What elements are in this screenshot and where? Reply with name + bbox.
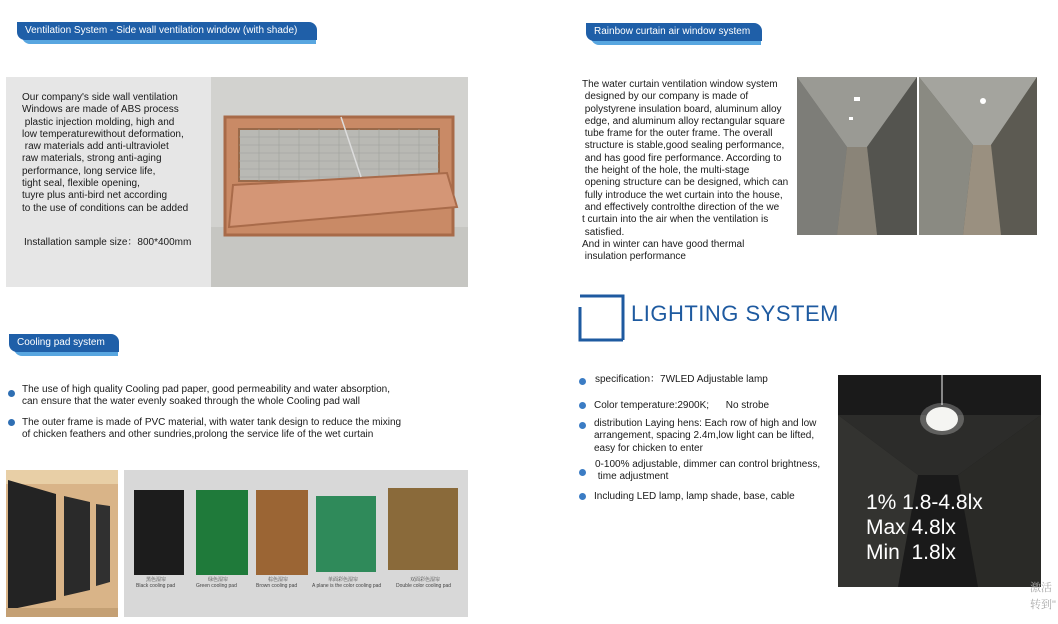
cooling-item: The use of high quality Cooling pad paper, good permeability and water absorption, can ensure that the water evenly soaked through the whole Cooling pad wall xyxy=(22,384,391,408)
bullet-icon xyxy=(579,378,586,385)
cooling-item: The outer frame is made of PVC material, with water tank design to reduce the mixing of chicken feathers and other sundries,prolong the service life of the wet curtain xyxy=(22,417,402,441)
cooling-title: Cooling pad system xyxy=(9,334,119,352)
led-lamp-photo xyxy=(838,375,1041,587)
lux-line: 1% 1.8-4.8lx xyxy=(866,491,983,514)
pad-label-en: A plane is the color cooling pad xyxy=(312,583,382,589)
pad-label-cn: 黑色湿帘 xyxy=(146,577,167,583)
pad-label-cn: 绿色湿帘 xyxy=(208,577,229,583)
cooling-pad-installation-photo xyxy=(6,470,118,617)
ventilation-window-photo xyxy=(211,77,468,287)
window-frame xyxy=(225,117,457,235)
pad-label-cn: 棕色湿帘 xyxy=(268,577,289,583)
pad-label-en: Black cooling pad xyxy=(136,583,176,589)
bullet-icon xyxy=(8,419,15,426)
pad-label-en: Green cooling pad xyxy=(196,583,237,589)
rainbow-text: The water curtain ventilation window system designed by our company is made of polystyrene insulation board, aluminum alloy edge, and aluminum alloy rectangular square tube frame for the outer frame. The overall structure is stable,good sealing performance, and has good fire performance. According to the height of the hole, the multi-stage opening structure can be designed, which can fully introduce the wet curtain into the house, and effectively controlthe direction of the we t curtain into the air when the ventilation is satisfied. And in winter can have good thermal insulation performance xyxy=(582,79,789,263)
pad-label-en: Brown cooling pad xyxy=(256,583,298,589)
lighting-item: distribution Laying hens: Each row of high and low arrangement, spacing 2.4m,low light can be lifted, easy for chicken to enter xyxy=(594,418,817,454)
lighting-item: Including LED lamp, lamp shade, base, cable xyxy=(594,491,795,502)
pad-green xyxy=(196,490,248,575)
ventilation-sample-size: Installation sample size：800*400mm xyxy=(24,237,192,248)
ventilation-title: Ventilation System - Side wall ventilation window (with shade) xyxy=(17,22,317,40)
pad-label-cn: 双面彩色湿帘 xyxy=(410,577,441,583)
lighting-frame-icon xyxy=(577,293,625,343)
pad-black xyxy=(134,490,184,575)
lux-line: Max 4.8lx xyxy=(866,516,956,539)
lighting-item: 0-100% adjustable, dimmer can control brightness, time adjustment xyxy=(595,459,821,483)
pad-color-single xyxy=(316,496,376,572)
bullet-icon xyxy=(579,422,586,429)
bullet-icon xyxy=(579,402,586,409)
rainbow-title: Rainbow curtain air window system xyxy=(586,23,762,41)
lighting-title: LIGHTING SYSTEM xyxy=(631,301,839,326)
cooling-pad-types-photo xyxy=(124,470,468,617)
watermark-line: 转到" xyxy=(1030,599,1056,611)
poultry-house-photo-1 xyxy=(797,77,917,235)
bullet-icon xyxy=(579,469,586,476)
bullet-icon xyxy=(579,493,586,500)
pad-brown xyxy=(256,490,308,575)
bullet-icon xyxy=(8,390,15,397)
lighting-item: Color temperature:2900K; No strobe xyxy=(594,400,770,411)
lux-line: Min 1.8lx xyxy=(866,541,956,564)
poultry-house-photo-2 xyxy=(919,77,1037,235)
pad-color-double xyxy=(388,488,458,570)
watermark-line: 激活 xyxy=(1030,582,1052,594)
pad-label-en: Double color cooling pad xyxy=(396,583,452,589)
pad-label-cn: 单面彩色湿帘 xyxy=(328,577,359,583)
ventilation-text: Our company's side wall ventilation Windows are made of ABS process plastic injection molding, high and low temperaturewithout deformation, raw materials add anti-ultraviolet raw materials, strong anti-aging performance, long service life, tight seal, flexible opening, tuyre plus anti-bird net according to the use of conditions can be added xyxy=(22,92,189,214)
lighting-item: specification：7WLED Adjustable lamp xyxy=(595,374,768,385)
